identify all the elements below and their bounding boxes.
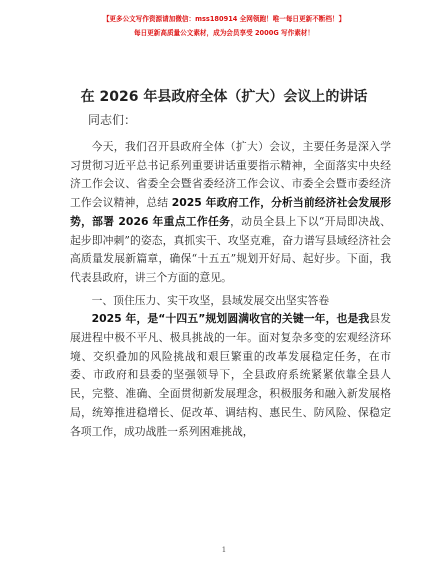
promo-banner-line-1: 【更多公文写作资源请加微信：mss180914 全网领跑！唯一每日更新不断档！】 xyxy=(102,15,346,23)
section-heading-1: 一、顶住压力、实干攻坚，县域发展交出坚实答卷 xyxy=(91,293,330,307)
paragraph-intro xyxy=(70,138,391,288)
paragraph-intro-text-c: ，动员全县上下以“开局即决战、起步即冲刺”的姿态，真抓实干、攻坚克难，奋力谱写县域经济社会高质量发展新篇章，确保“十五五”规划开好局、起好步。下面，我代表县政府，讲三个方面的意见。 xyxy=(70,214,391,284)
promo-banner xyxy=(0,12,448,40)
paragraph-intro-emphasis: 2025 年政府工作，分析当前经济社会发展形势，部署 2026 年重点工作任务 xyxy=(70,196,391,228)
paragraph-2025-text: 县发展进程中极不平凡、极具挑战的一年。面对复杂多变的宏观经济环境、交织叠加的风险挑战和艰巨繁重的改革发展稳定任务，在市委、市政府和县委的坚强领导下，全县政府系统紧紧依靠全县人民，完整、准确、全面贯彻新发展理念，积极服务和融入新发展格局，统筹推进稳增长、促改革、调结构、惠民生、防风险、保稳定各项工作，成功战胜一系列困难挑战， xyxy=(70,312,392,438)
page-number: 1 xyxy=(221,546,227,554)
salutation: 同志们： xyxy=(88,113,137,127)
paragraph-intro-text-a: 今天，我们召开县政府全体（扩大）会议，主要任务是深入学习贯彻习近平总书记系列重要讲话重要指示精神，全面落实中央经济工作会议、省委全会暨省委经济工作会议、市委全会暨市委经济工作会议精神，总结 xyxy=(70,140,391,210)
promo-banner-line-2: 每日更新高质量公文素材，成为会员享受 2000G 写作素材！ xyxy=(133,29,314,37)
paragraph-2025-review xyxy=(70,310,391,441)
paragraph-2025-emphasis: 2025 年，是“十四五”规划圆满收官的关键一年，也是我 xyxy=(91,312,370,326)
document-title: 在 2026 年县政府全体（扩大）会议上的讲话 xyxy=(80,89,368,105)
document-body xyxy=(70,138,391,441)
